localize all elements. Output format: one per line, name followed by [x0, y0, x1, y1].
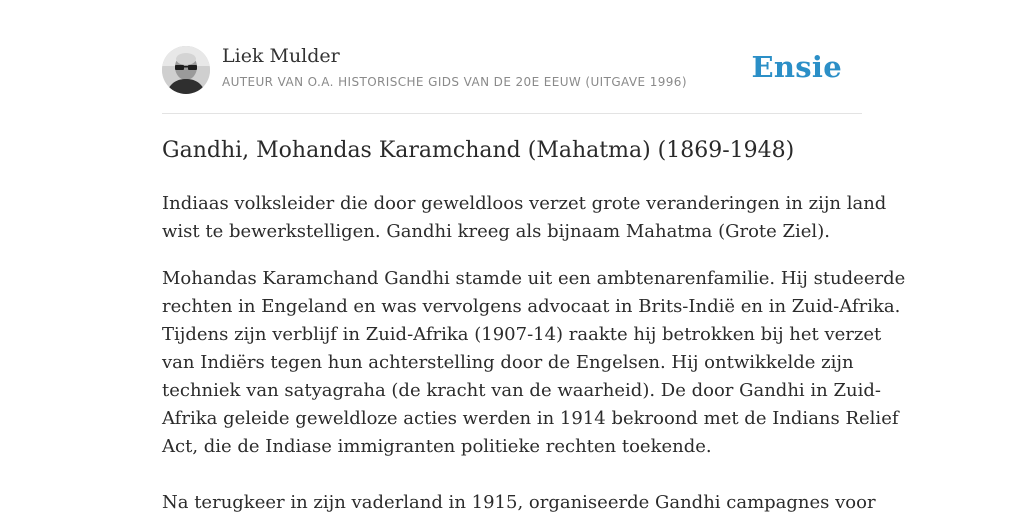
paragraph-line: Indiaas volksleider die door geweldloos verzet grote veranderingen in zijn land [162, 193, 887, 214]
paragraph-line: Na terugkeer in zijn vaderland in 1915, organiseerde Gandhi campagnes voor [162, 492, 876, 512]
paragraph-line: wist te bewerkstelligen. Gandhi kreeg als bijnaam Mahatma (Grote Ziel). [162, 221, 830, 242]
author-header [162, 0, 862, 114]
paragraph-line: rechten in Engeland en was vervolgens advocaat in Brits-Indië en in Zuid-Afrika. [162, 296, 901, 317]
paragraph-line: van Indiërs tegen hun achterstelling door de Engelsen. Hij ontwikkelde zijn [162, 352, 854, 373]
article-container [162, 0, 906, 512]
body-paragraph [162, 265, 906, 461]
author-avatar[interactable] [162, 46, 210, 94]
article-title: Gandhi, Mohandas Karamchand (Mahatma) (1869-1948) [162, 138, 795, 163]
ensie-logo[interactable]: Ensie [751, 50, 842, 84]
portrait-photo-icon [162, 46, 210, 94]
paragraph-line: Afrika geleide geweldloze acties werden in 1914 bekroond met de Indians Relief [162, 408, 899, 429]
author-bio: AUTEUR VAN O.A. HISTORISCHE GIDS VAN DE 20E EEUW (UITGAVE 1996) [222, 75, 687, 89]
paragraph-line: Act, die de Indiase immigranten politieke rechten toekende. [162, 436, 712, 457]
author-name[interactable]: Liek Mulder [222, 45, 340, 67]
paragraph-line: Mohandas Karamchand Gandhi stamde uit een ambtenarenfamilie. Hij studeerde [162, 268, 906, 289]
paragraph-line: Tijdens zijn verblijf in Zuid-Afrika (1907-14) raakte hij betrokken bij het verzet [162, 324, 882, 345]
next-paragraph [162, 489, 876, 512]
intro-paragraph [162, 190, 887, 246]
paragraph-line: techniek van satyagraha (de kracht van de waarheid). De door Gandhi in Zuid- [162, 380, 881, 401]
